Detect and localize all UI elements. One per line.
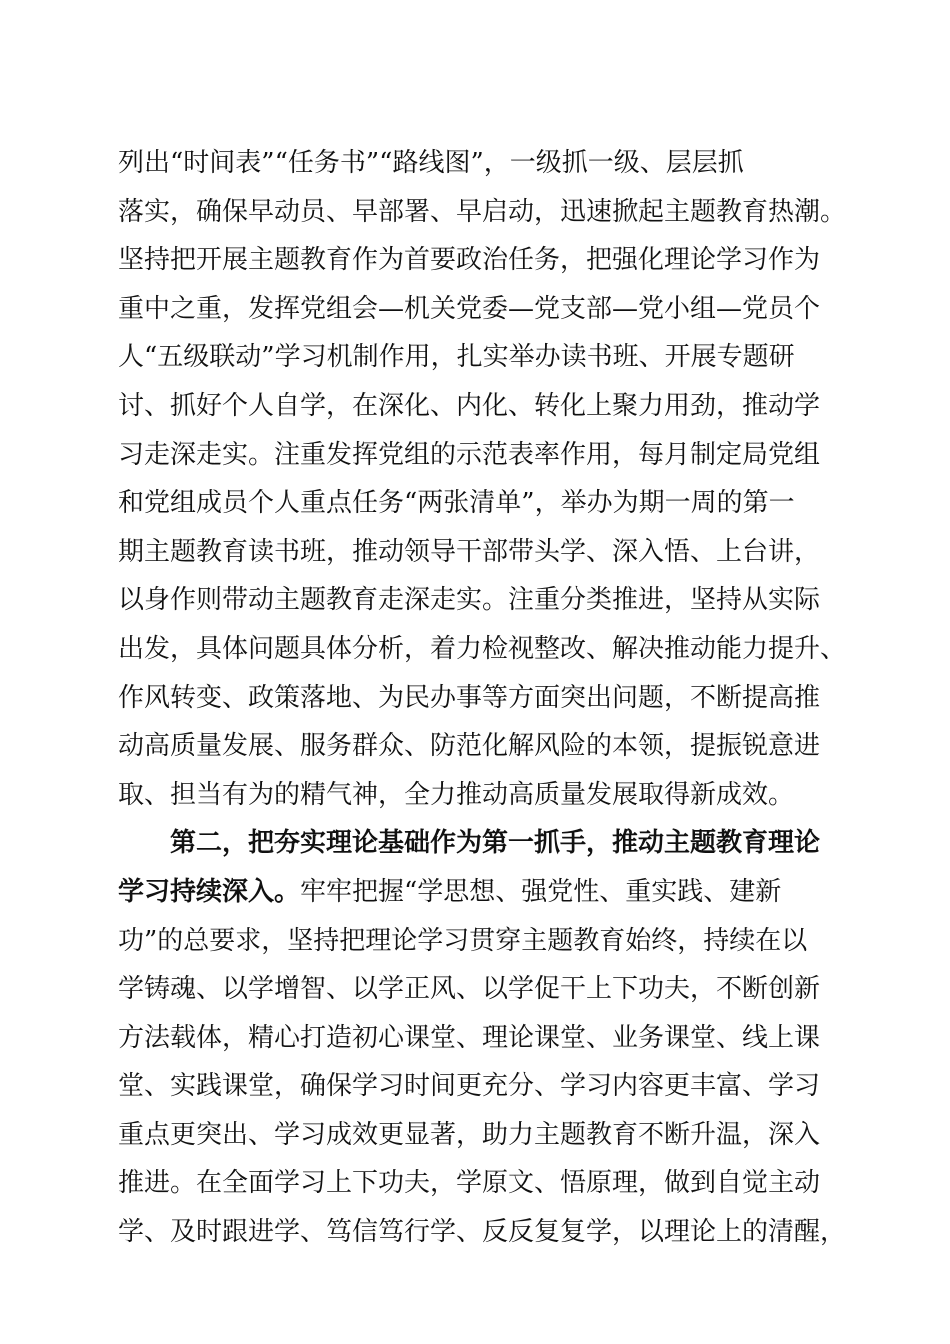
paragraph-heading: 学习持续深入。 — [118, 876, 301, 907]
text-line: 推进。在全面学习上下功夫，学原文、悟原理，做到自觉主动 — [118, 1168, 821, 1199]
text-line: 学铸魂、以学增智、以学正风、以学促干上下功夫，不断创新 — [118, 974, 821, 1005]
text-line: 以身作则带动主题教育走深走实。注重分类推进，坚持从实际 — [118, 585, 821, 616]
text-line: 功”的总要求，坚持把理论学习贯穿主题教育始终，持续在以 — [118, 925, 808, 956]
text-line: 作风转变、政策落地、为民办事等方面突出问题，不断提高推 — [118, 682, 821, 713]
text-line: 列出“时间表”“任务书”“路线图”，一级抓一级、层层抓 — [118, 148, 744, 178]
text-line: 取、担当有为的精气神，全力推动高质量发展取得新成效。 — [118, 779, 795, 810]
text-line: 堂、实践课堂，确保学习时间更充分、学习内容更丰富、学习 — [118, 1071, 821, 1102]
text-line: 坚持把开展主题教育作为首要政治任务，把强化理论学习作为 — [118, 245, 821, 276]
text-span: 牢牢把握“学思想、强党性、重实践、建新 — [300, 876, 782, 907]
text-line: 重点更突出、学习成效更显著，助力主题教育不断升温，深入 — [118, 1119, 821, 1150]
body-text — [118, 139, 858, 1257]
text-line: 动高质量发展、服务群众、防范化解风险的本领，提振锐意进 — [118, 731, 821, 762]
text-line: 重中之重，发挥党组会—机关党委—党支部—党小组—党员个 — [118, 293, 821, 324]
text-line: 学、及时跟进学、笃信笃行学、反反复复学，以理论上的清醒， — [118, 1217, 847, 1248]
paragraph-heading-line — [118, 868, 858, 917]
text-line: 习走深走实。注重发挥党组的示范表率作用，每月制定局党组 — [118, 439, 821, 470]
text-line: 期主题教育读书班，推动领导干部带头学、深入悟、上台讲， — [118, 536, 821, 567]
text-line: 出发，具体问题具体分析，着力检视整改、解决推动能力提升、 — [118, 633, 847, 664]
paragraph-heading-line: 第二，把夯实理论基础作为第一抓手，推动主题教育理论 — [170, 828, 821, 859]
text-line: 方法载体，精心打造初心课堂、理论课堂、业务课堂、线上课 — [118, 1022, 821, 1053]
text-line: 和党组成员个人重点任务“两张清单”，举办为期一周的第一 — [118, 488, 795, 519]
text-line: 人“五级联动”学习机制作用，扎实举办读书班、开展专题研 — [118, 342, 795, 373]
text-line: 讨、抓好个人自学，在深化、内化、转化上聚力用劲，推动学 — [118, 390, 821, 421]
text-line: 落实，确保早动员、早部署、早启动，迅速掀起主题教育热潮。 — [118, 196, 847, 227]
